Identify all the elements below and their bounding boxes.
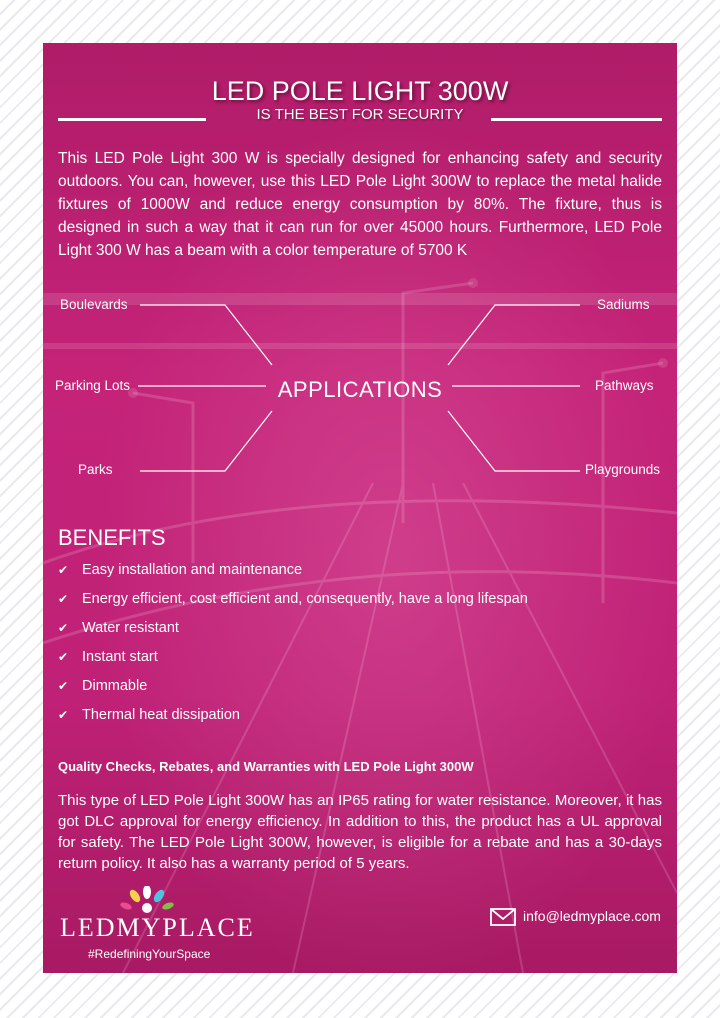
check-icon: ✔ bbox=[58, 708, 69, 722]
page-subtitle: IS THE BEST FOR SECURITY bbox=[256, 106, 464, 123]
benefit-label: Dimmable bbox=[82, 678, 148, 694]
application-parking-lots: Parking Lots bbox=[55, 378, 131, 393]
check-icon: ✔ bbox=[58, 650, 69, 664]
application-pathways: Pathways bbox=[595, 378, 654, 393]
check-icon: ✔ bbox=[58, 563, 69, 577]
page-title: LED POLE LIGHT 300W bbox=[211, 76, 509, 106]
flyer-card bbox=[43, 43, 677, 973]
benefit-item bbox=[58, 649, 158, 665]
benefit-label: Instant start bbox=[82, 649, 158, 665]
benefit-label: Thermal heat dissipation bbox=[82, 707, 240, 723]
application-playgrounds: Playgrounds bbox=[585, 462, 661, 477]
benefit-item bbox=[58, 620, 179, 636]
benefits-title: BENEFITS bbox=[58, 525, 166, 550]
application-stadiums: Sadiums bbox=[597, 297, 650, 312]
quality-paragraph: This type of LED Pole Light 300W has an IP65 rating for water resistance. Moreover, it has got DLC approval for energy efficiency. In addition to this, the product has a UL approval for safety. The LED Pole Light 300W, however, is eligible for a rebate and has a 30-days return policy. It also has a warranty period of 5 years. bbox=[58, 792, 662, 872]
logo-light-rays-icon bbox=[111, 886, 183, 916]
benefit-item bbox=[58, 707, 240, 723]
applications-title: APPLICATIONS bbox=[277, 377, 443, 402]
intro-paragraph: This LED Pole Light 300 W is specially designed for enhancing safety and security outdoors. You can, however, use this LED Pole Light 300W to replace the metal halide fixtures of 1000W and reduce energy consumption by 80%. The fixture, thus is designed in such a way that it can run for over 45000 hours. Furthermore, LED Pole Light 300 W has a beam with a color temperature of 5700 K bbox=[58, 150, 662, 259]
benefit-item bbox=[58, 562, 302, 578]
benefit-label: Energy efficient, cost efficient and, consequently, have a long lifespan bbox=[82, 591, 528, 607]
benefit-label: Water resistant bbox=[82, 620, 179, 636]
company-logo: LEDMYPLACE bbox=[60, 913, 255, 942]
quality-heading: Quality Checks, Rebates, and Warranties with LED Pole Light 300W bbox=[58, 759, 474, 774]
contact-email[interactable]: info@ledmyplace.com bbox=[523, 908, 661, 924]
application-parks: Parks bbox=[78, 462, 113, 477]
logo-tagline: #RedefiningYourSpace bbox=[88, 947, 211, 961]
benefit-label: Easy installation and maintenance bbox=[82, 562, 303, 578]
check-icon: ✔ bbox=[58, 679, 69, 693]
benefit-item bbox=[58, 678, 147, 694]
application-boulevards: Boulevards bbox=[60, 297, 128, 312]
check-icon: ✔ bbox=[58, 621, 69, 635]
envelope-icon bbox=[490, 908, 516, 926]
benefit-item bbox=[58, 591, 528, 607]
check-icon: ✔ bbox=[58, 592, 69, 606]
